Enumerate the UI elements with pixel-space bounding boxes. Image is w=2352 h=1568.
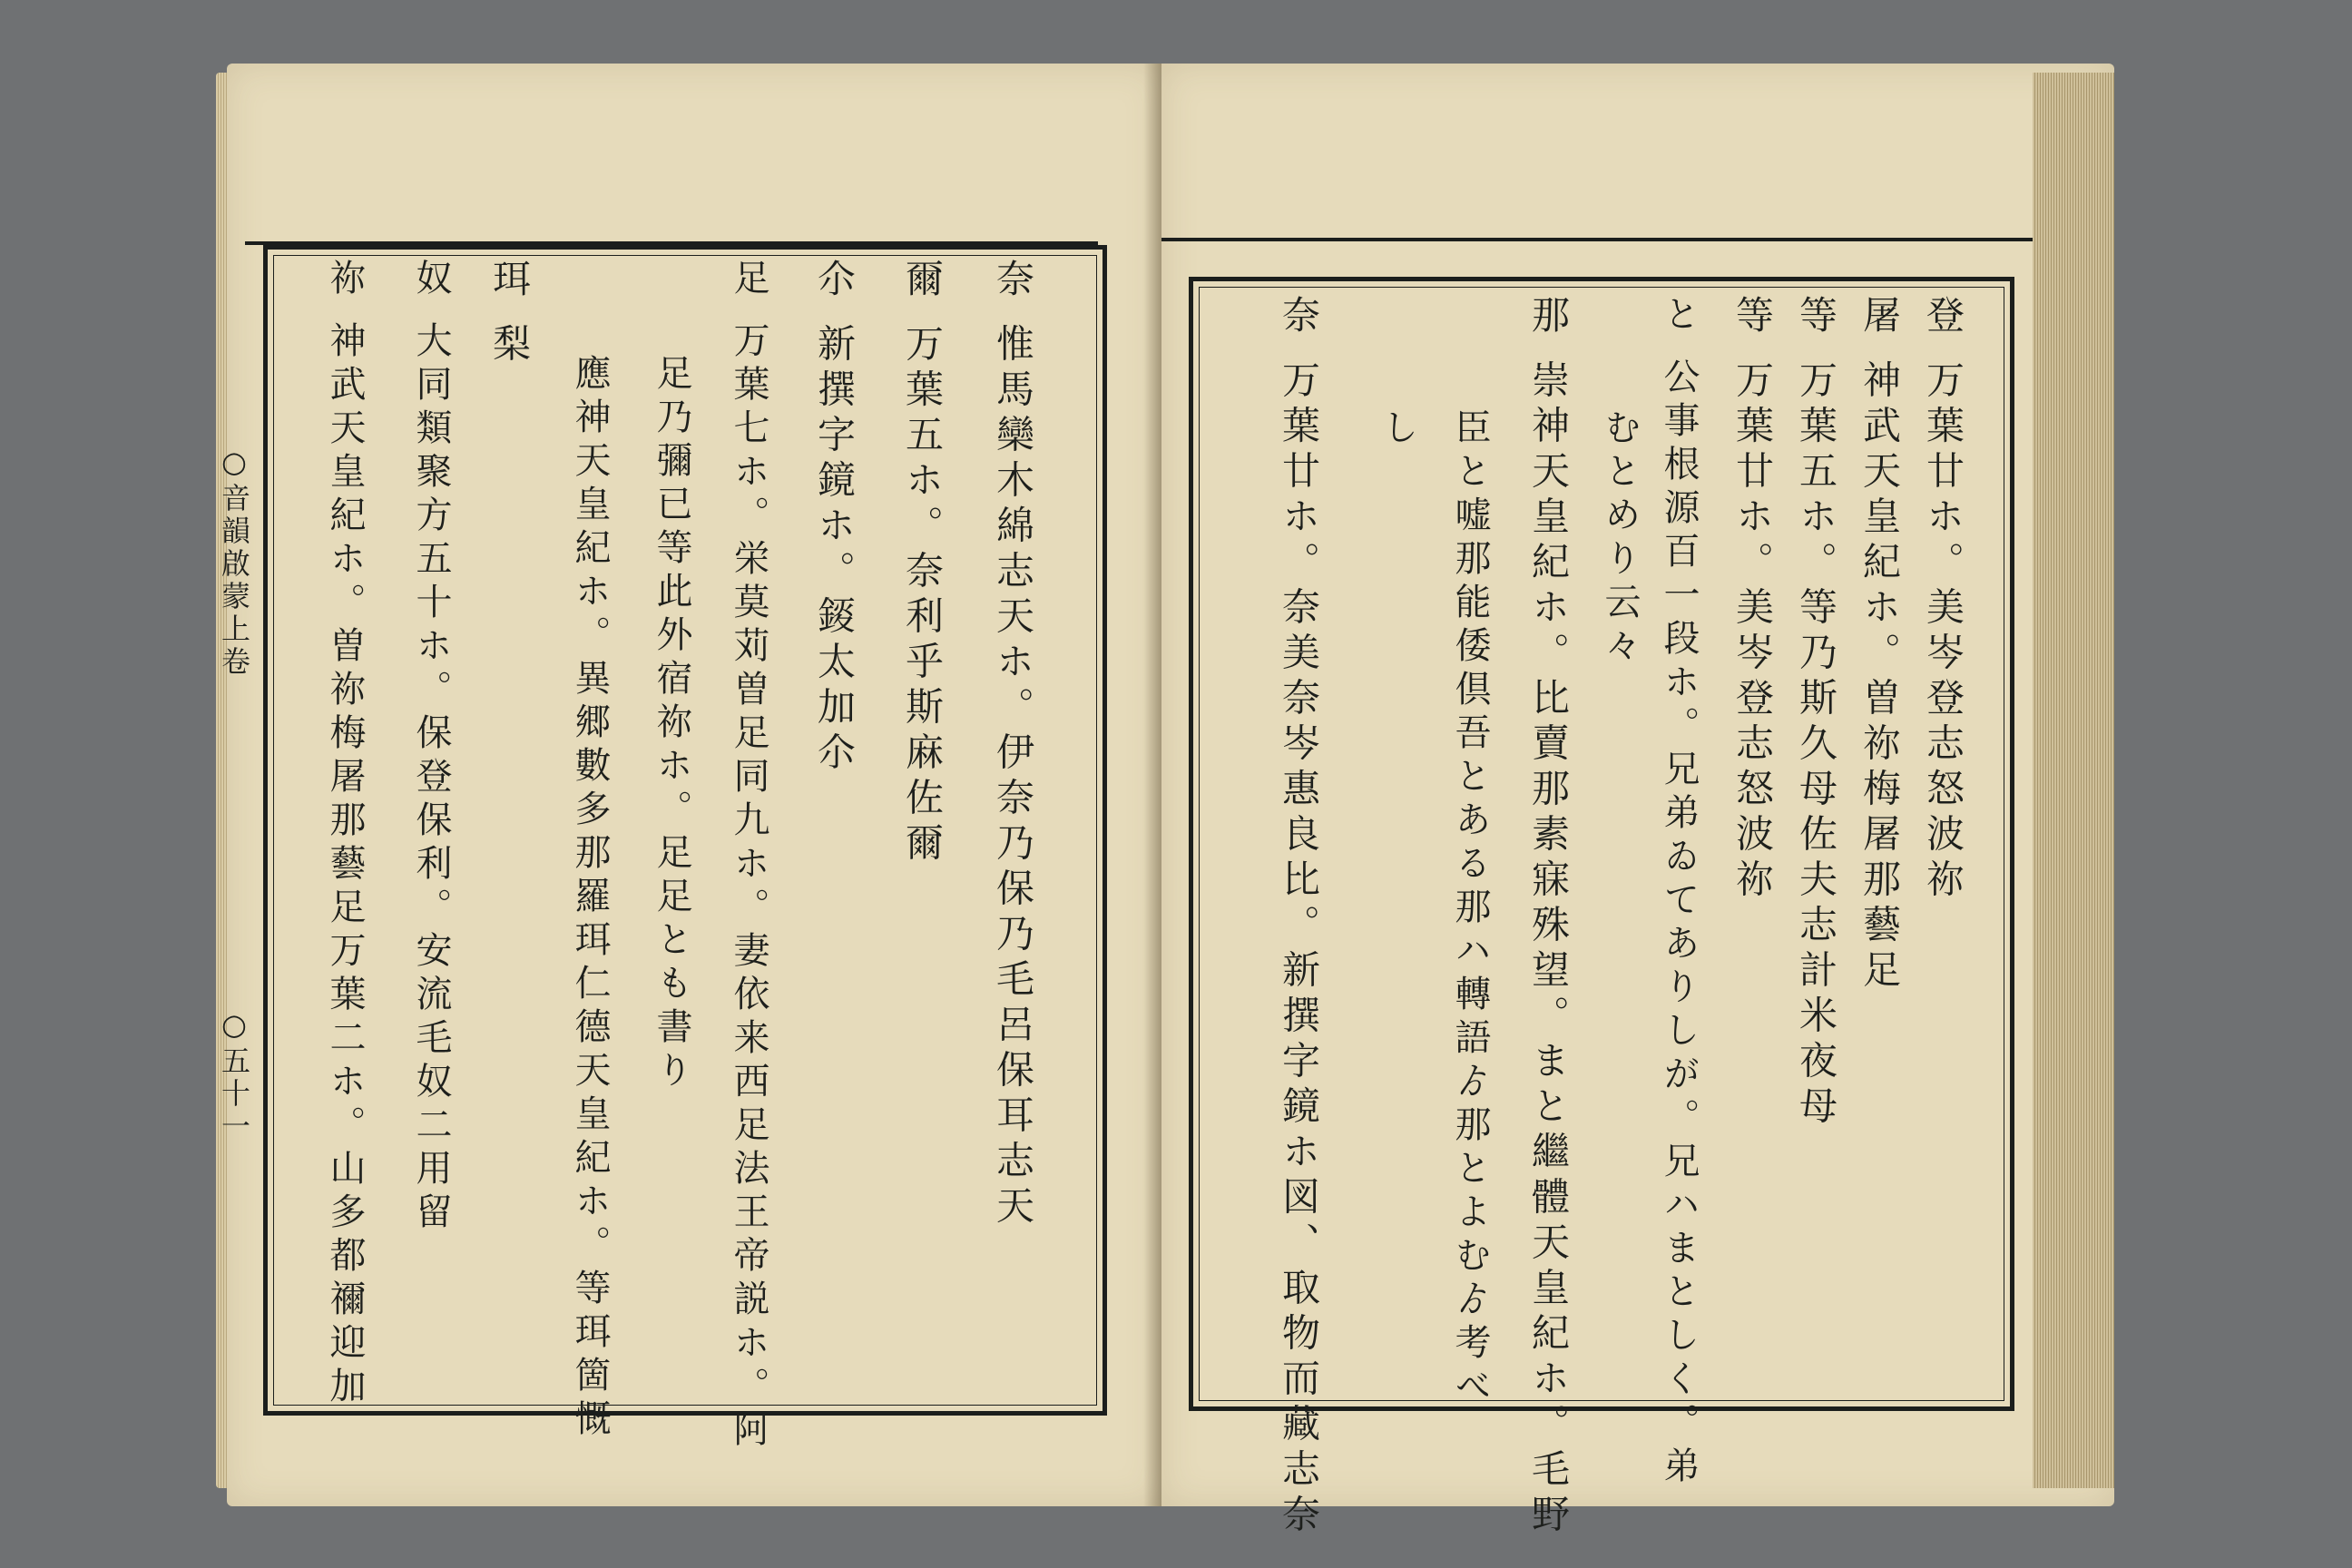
text-column: 奈 万葉廿ホ。奈美奈岑惠良比。新撰字鏡ホ図、取物而藏志奈 (1277, 295, 1321, 1540)
open-book (217, 64, 2114, 1540)
text-column: 屠 神武天皇紀ホ。曽祢梅屠那藝足 (1857, 295, 1902, 995)
text-column: 臣と嘘那能倭倶吾とある那ハ轉語ゟ那とよむゟ考べ (1449, 408, 1491, 1410)
text-column: 尒 新撰字鏡ホ。錽太加尒 (812, 259, 857, 778)
right-page (1161, 64, 2114, 1540)
text-column: 奈 惟馬欒木綿志天ホ。伊奈乃保乃毛呂保耳志天 (991, 259, 1035, 1231)
page-number: ○五十一 (217, 1007, 251, 1143)
top-rule-right (1161, 238, 2069, 241)
text-column: 足 万葉七ホ。栄莫苅曽足同九ホ。妻依来西足法王帝説ホ。阿 (728, 259, 769, 1454)
text-column: 足乃彌已等此外宿祢ホ。足足とも書り (651, 354, 692, 1094)
text-column: 那 崇神天皇紀ホ。比賣那素寐殊望。まと繼體天皇紀ホ。毛野 (1526, 295, 1571, 1540)
text-column: 爾 万葉五ホ。奈利乎斯麻佐爾 (900, 259, 945, 868)
text-column: むとめり云々 (1599, 408, 1641, 670)
text-column: と 公事根源百一段ホ。兄弟ゐてありしが。兄ハまとしく。弟 (1658, 295, 1700, 1490)
text-column: 應神天皇紀ホ。異郷數多那羅珥仁德天皇紀ホ。等珥箇慨 (569, 354, 611, 1443)
text-column: し (1377, 408, 1418, 452)
text-column: 珥 梨 (487, 259, 532, 369)
margin-title: ○音韻啟蒙上卷 (217, 445, 251, 679)
text-column: 等 万葉五ホ。等乃斯久母佐夫志計米夜母 (1794, 295, 1838, 1132)
page-stack-right (2033, 73, 2114, 1488)
text-column: 登 万葉廿ホ。美岑登志怒波祢 (1921, 295, 1965, 905)
text-column: 等 万葉廿ホ。美岑登志怒波祢 (1730, 295, 1775, 905)
text-column: 祢 神武天皇紀ホ。曽祢梅屠那藝足万葉二ホ。山多都禰迎加 (324, 259, 366, 1410)
text-column: 奴 大同類聚方五十ホ。保登保利。安流毛奴二用留 (410, 259, 452, 1236)
left-page (217, 64, 1161, 1506)
